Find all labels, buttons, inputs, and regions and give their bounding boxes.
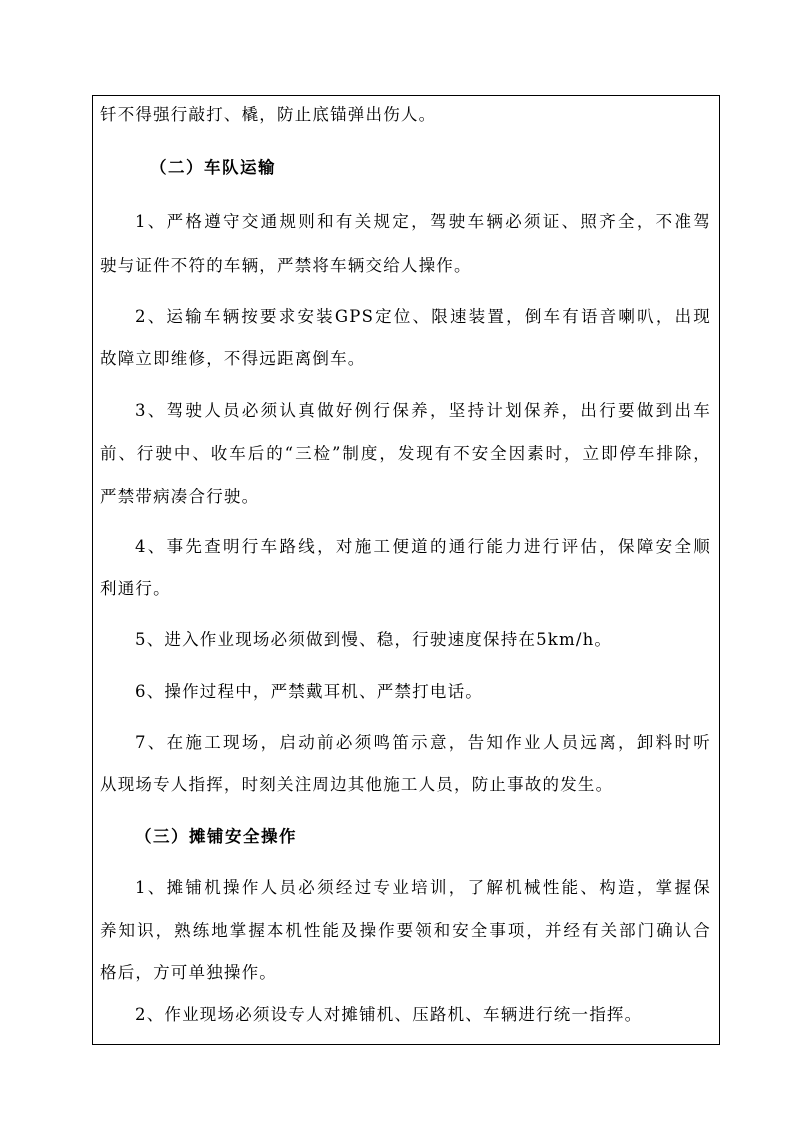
text-line: 利通行。: [100, 579, 171, 598]
text-line: 前、行驶中、收车后的“三检”制度，发现有不安全因素时，立即停车排除，: [100, 444, 711, 463]
text-line: 2、作业现场必须设专人对摊铺机、压路机、车辆进行统一指挥。: [135, 1005, 643, 1024]
text-line: 7、在施工现场，启动前必须鸣笛示意，告知作业人员远离，卸料时听: [135, 733, 711, 752]
text-line: 从现场专人指挥，时刻关注周边其他施工人员，防止事故的发生。: [100, 775, 614, 794]
text-line: 养知识，熟练地掌握本机性能及操作要领和安全事项，并经有关部门确认合: [100, 921, 711, 940]
text-line: 1、严格遵守交通规则和有关规定，驾驶车辆必须证、照齐全，不准驾: [135, 212, 711, 231]
text-line: 驶与证件不符的车辆，严禁将车辆交给人操作。: [100, 256, 472, 275]
text-line: 6、操作过程中，严禁戴耳机、严禁打电话。: [135, 682, 483, 701]
section-heading-paving-safety: （三）摊铺安全操作: [135, 827, 297, 846]
text-line: 1、摊铺机操作人员必须经过专业培训，了解机械性能、构造，掌握保: [135, 878, 711, 897]
text-line: 2、运输车辆按要求安装GPS定位、限速装置，倒车有语音喇叭，出现: [135, 307, 711, 326]
document-table-frame: [92, 95, 720, 1045]
text-line: 5、进入作业现场必须做到慢、稳，行驶速度保持在5km/h。: [135, 630, 613, 649]
text-line: 4、事先查明行车路线，对施工便道的通行能力进行评估，保障安全顺: [135, 537, 711, 556]
text-line: 故障立即维修，不得远距离倒车。: [100, 349, 366, 368]
text-line: 格后，方可单独操作。: [100, 963, 277, 982]
text-line: 严禁带病凑合行驶。: [100, 487, 260, 506]
section-heading-fleet-transport: （二）车队运输: [150, 158, 276, 177]
text-line: 钎不得强行敲打、橇，防止底锚弹出伤人。: [100, 105, 437, 124]
text-line: 3、驾驶人员必须认真做好例行保养，坚持计划保养，出行要做到出车: [135, 401, 711, 420]
